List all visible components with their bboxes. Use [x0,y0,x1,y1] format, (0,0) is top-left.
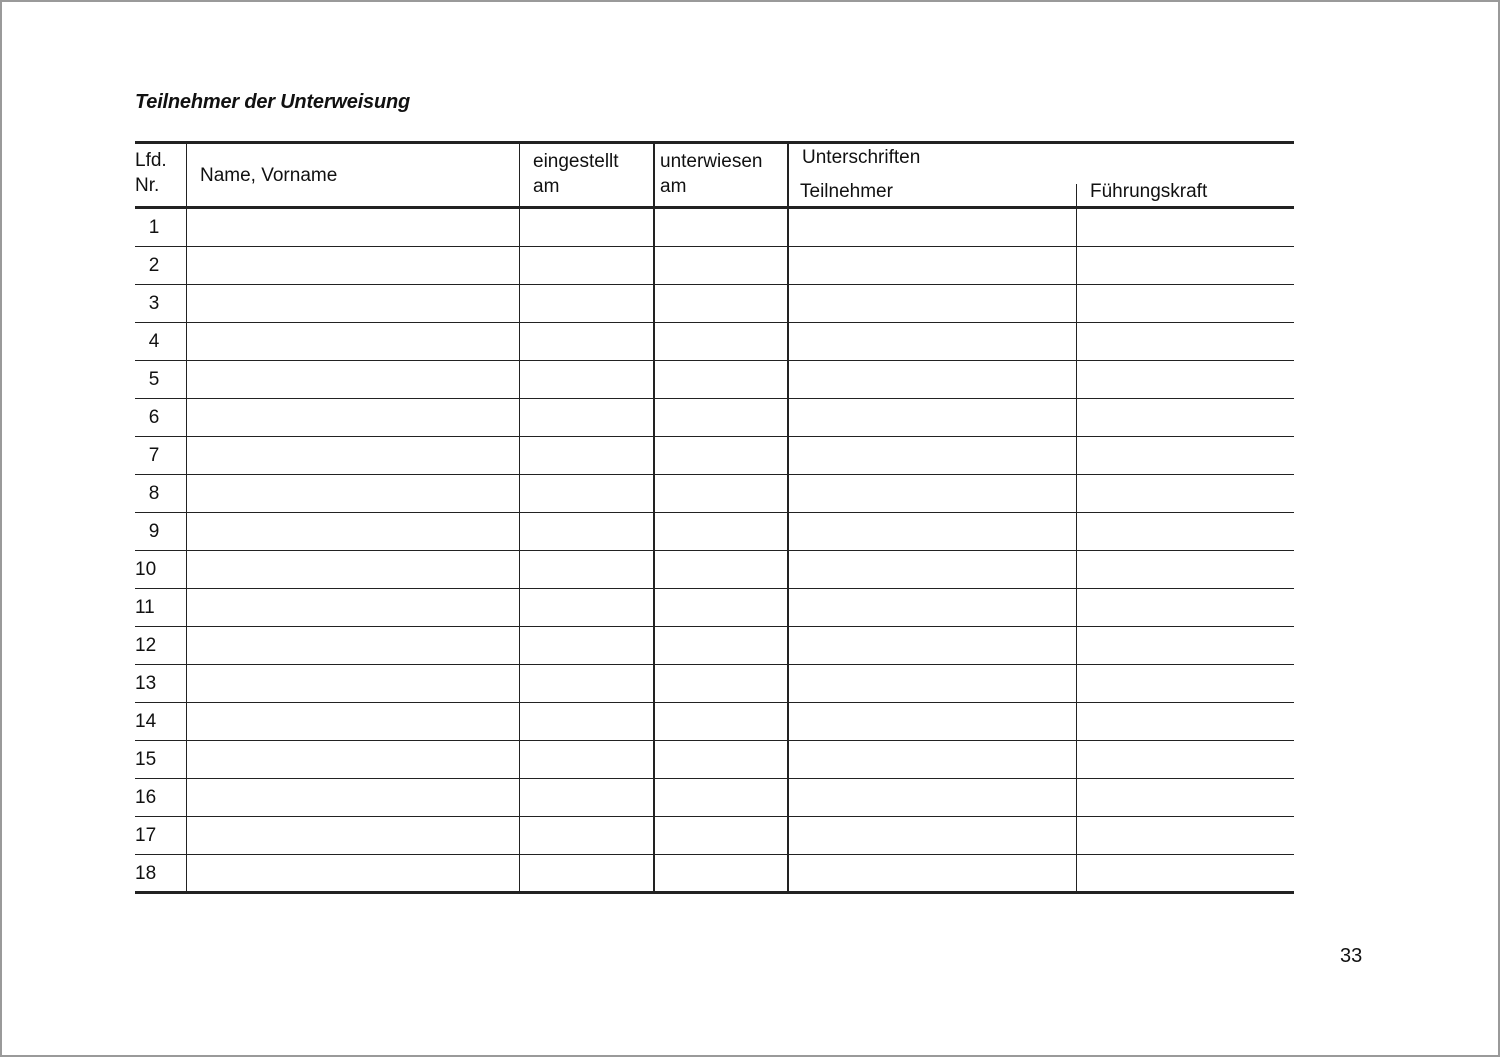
row-number: 6 [148,407,160,428]
header-bottom-rule [135,206,1294,209]
header-teilnehmer: Teilnehmer [800,181,893,202]
row-number: 9 [148,521,160,542]
header-fuehrungskraft: Führungskraft [1090,181,1208,202]
header-lfd-nr: Lfd. Nr. [135,150,167,196]
table-top-rule [135,141,1294,144]
row-number: 13 [135,673,157,694]
header-unterwiesen-am: unterwiesen am [660,151,763,197]
row-divider [135,588,1294,589]
column-divider-lfd [186,141,187,893]
row-number: 12 [135,635,157,656]
row-divider [135,284,1294,285]
row-number: 7 [148,445,160,466]
row-number: 11 [135,597,155,618]
row-number: 5 [148,369,160,390]
participants-table [135,141,1294,893]
row-number: 3 [148,293,160,314]
table-bottom-rule [135,891,1294,894]
row-divider [135,854,1294,855]
column-divider-signatures [1076,209,1077,893]
row-divider [135,816,1294,817]
row-divider [135,474,1294,475]
row-divider [135,436,1294,437]
row-divider [135,550,1294,551]
header-eingestellt-am: eingestellt am [533,151,619,197]
row-number: 2 [148,255,160,276]
row-number: 17 [135,825,157,846]
row-number: 15 [135,749,157,770]
row-divider [135,246,1294,247]
row-divider [135,664,1294,665]
header-signature-divider [1076,184,1077,206]
row-number: 14 [135,711,157,732]
row-divider [135,626,1294,627]
row-divider [135,322,1294,323]
row-divider [135,512,1294,513]
row-divider [135,702,1294,703]
row-number: 4 [148,331,160,352]
header-name-vorname: Name, Vorname [200,165,338,186]
row-number: 18 [135,863,157,884]
row-number: 10 [135,559,157,580]
column-divider-eingestellt [653,141,655,893]
row-number: 1 [148,217,160,238]
row-divider [135,778,1294,779]
form-title: Teilnehmer der Unterweisung [135,91,411,113]
row-divider [135,398,1294,399]
header-unterschriften: Unterschriften [802,147,921,168]
page-number: 33 [1340,945,1363,967]
row-number: 8 [148,483,160,504]
column-divider-unterwiesen [787,141,789,893]
row-divider [135,740,1294,741]
row-divider [135,360,1294,361]
column-divider-name [519,141,520,893]
row-number: 16 [135,787,157,808]
